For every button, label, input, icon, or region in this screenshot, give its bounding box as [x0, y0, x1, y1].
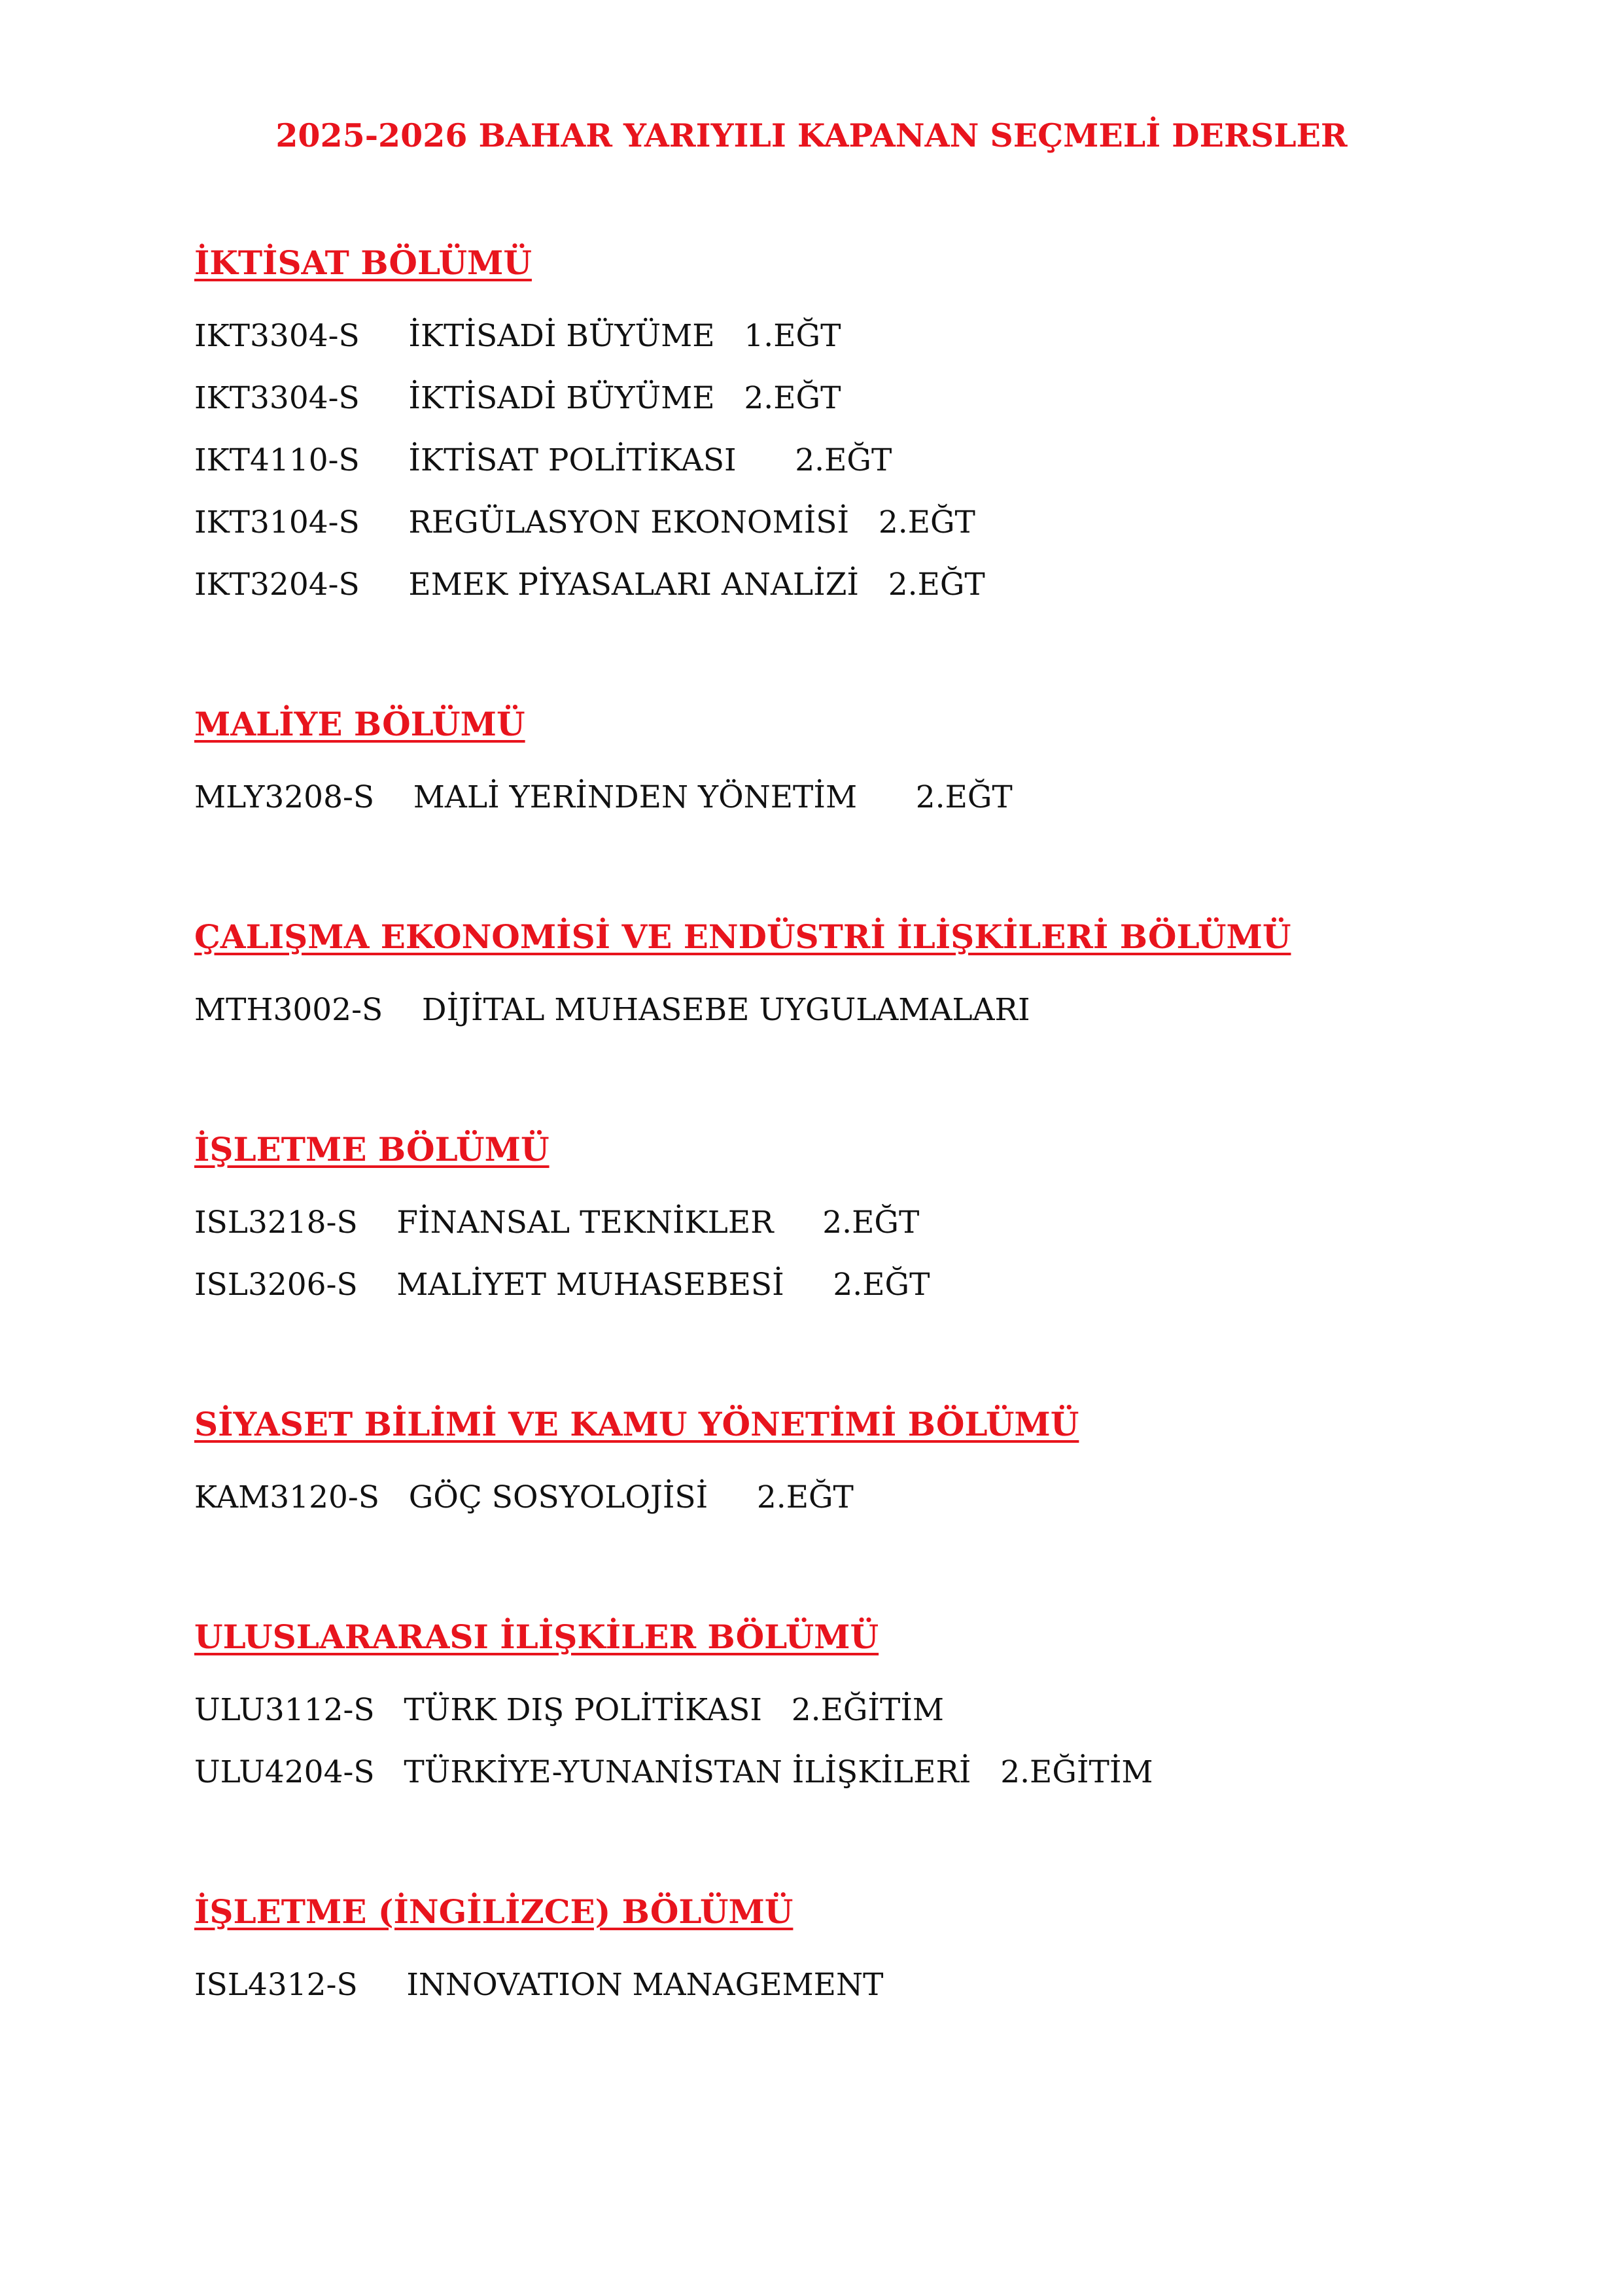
course-row: IKT3104-S REGÜLASYON EKONOMİSİ 2.EĞT [194, 504, 975, 540]
section-isletme [194, 1121, 1535, 1316]
course-row: IKT3304-S İKTİSADİ BÜYÜME 2.EĞT [194, 380, 841, 416]
section-heading: İŞLETME BÖLÜMÜ [194, 1130, 550, 1169]
section-heading: MALİYE BÖLÜMÜ [194, 705, 525, 743]
course-row: KAM3120-S GÖÇ SOSYOLOJİSİ 2.EĞT [194, 1479, 854, 1515]
section-list [194, 234, 1535, 2096]
document-title: 2025-2026 BAHAR YARIYILI KAPANAN SEÇMELİ DERSLER [275, 116, 1348, 154]
course-row: ISL3218-S FİNANSAL TEKNİKLER 2.EĞT [194, 1205, 920, 1241]
course-row: IKT4110-S İKTİSAT POLİTİKASI 2.EĞT [194, 442, 892, 478]
course-row: ISL3206-S MALİYET MUHASEBESİ 2.EĞT [194, 1267, 930, 1303]
section-uluslararasi-iliskiler [194, 1608, 1535, 1803]
section-heading: SİYASET BİLİMİ VE KAMU YÖNETİMİ BÖLÜMÜ [194, 1405, 1079, 1443]
section-siyaset-bilimi [194, 1396, 1535, 1528]
section-heading: ULUSLARARASI İLİŞKİLER BÖLÜMÜ [194, 1617, 879, 1656]
section-heading: ÇALIŞMA EKONOMİSİ VE ENDÜSTRİ İLİŞKİLERİ BÖLÜMÜ [194, 917, 1291, 956]
section-isletme-ingilizce [194, 1883, 1535, 2016]
course-row: MLY3208-S MALİ YERİNDEN YÖNETİM 2.EĞT [194, 779, 1013, 815]
course-row: ISL4312-S INNOVATION MANAGEMENT [194, 1967, 884, 2003]
section-iktisat [194, 234, 1535, 616]
section-maliye [194, 696, 1535, 828]
course-row: MTH3002-S DİJİTAL MUHASEBE UYGULAMALARI [194, 992, 1030, 1028]
section-heading: İKTİSAT BÖLÜMÜ [194, 243, 532, 282]
course-row: ULU4204-S TÜRKİYE-YUNANİSTAN İLİŞKİLERİ 2.EĞİTİM [194, 1754, 1153, 1790]
course-row: IKT3204-S EMEK PİYASALARI ANALİZİ 2.EĞT [194, 567, 985, 603]
course-row: ULU3112-S TÜRK DIŞ POLİTİKASI 2.EĞİTİM [194, 1692, 945, 1728]
section-calisma-ekonomisi [194, 908, 1535, 1041]
section-heading: İŞLETME (İNGİLİZCE) BÖLÜMÜ [194, 1892, 794, 1931]
course-row: IKT3304-S İKTİSADİ BÜYÜME 1.EĞT [194, 318, 841, 354]
